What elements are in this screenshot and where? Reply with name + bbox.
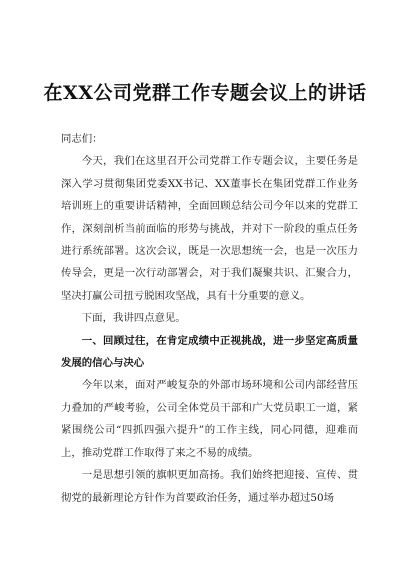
paragraph-intro: 今天，我们在这里召开公司党群工作专题会议，主要任务是深入学习贯彻集团党委XX书记、XX董事长在集团党群工作业务培训班上的重要讲话精神，全面回顾总结公司今年以来的党群工作，深刻剖析当前面临的形势与挑战，并对下一阶段的重点任务进行系统部署。这次会议，既是一次思想统一会，也是一次压力传导会，更是一次行动部署会，对于我们凝聚共识、汇聚合力，坚决打赢公司扭亏脱困攻坚战，具有十分重要的意义。 — [61, 155, 358, 302]
paragraph-section-2: 一是思想引领的旗帜更加高扬。我们始终把迎接、宣传、贯彻党的最新理论方针作为首要政治任务，通过举办超过50场 — [61, 469, 358, 504]
salutation: 同志们： — [61, 133, 103, 145]
document-body — [61, 128, 358, 509]
section-heading: 一、回顾过往，在肯定成绩中正视挑战，进一步坚定高质量发展的信心与决心 — [61, 334, 358, 370]
document-title: 在XX公司党群工作专题会议上的讲话 — [43, 82, 367, 104]
paragraph-section-1: 今年以来，面对严峻复杂的外部市场环境和公司内部经营压力叠加的严峻考验，公司全体党员干部和广大党员职工一道，紧紧围绕公司“四抓四强六提升”的工作主线，同心同德，迎难而上，推动党群工作取得了来之不易的成绩。 — [61, 379, 358, 459]
paragraph-outline: 下面，我讲四点意见。 — [81, 312, 186, 325]
